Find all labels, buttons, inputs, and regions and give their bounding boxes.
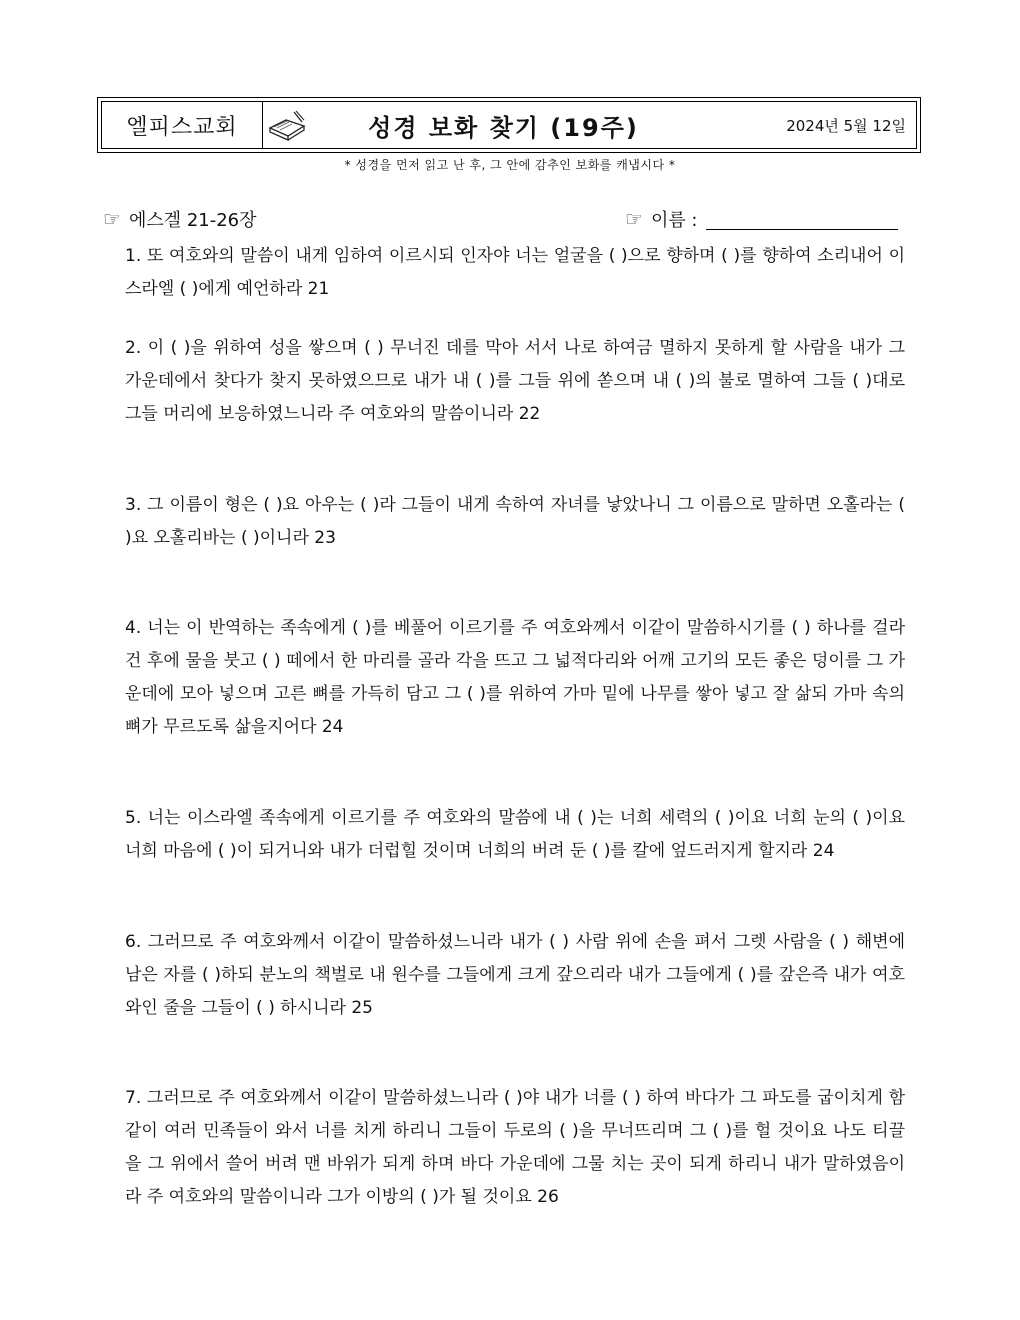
pointing-hand-icon: ☞: [103, 207, 121, 231]
header-box: [97, 97, 921, 153]
question-2: 2. 이 ( )을 위하여 성을 쌓으며 ( ) 무너진 데를 막아 서서 나로 하여금 멸하지 못하게 할 사람을 내가 그 가운데에서 찾다가 찾지 못하였으므로 내가 내 ( )를 그들 위에 쏟으며 내 ( )의 불로 멸하여 그들 ( )대로 그들 머리에 보응하였느니라 주 여호와의 말씀이니라 22: [125, 338, 905, 424]
question-1: 1. 또 여호와의 말씀이 내게 임하여 이르시되 인자야 너는 얼굴을 ( )으로 향하며 ( )를 향하여 소리내어 이스라엘 ( )에게 예언하라 21: [125, 246, 905, 299]
question-6: 6. 그러므로 주 여호와께서 이같이 말씀하셨느니라 내가 ( ) 사람 위에 손을 펴서 그렛 사람을 ( ) 해변에 남은 자를 ( )하되 분노의 책벌로 내 원수를 그들에게 크게 갚으리라 내가 그들에게 ( )를 갚은즉 내가 여호와인 줄을 그들이 ( ) 하시니라 25: [125, 932, 905, 1018]
chapter-label: 에스겔 21-26장: [128, 210, 257, 231]
church-name: 엘피스교회: [102, 102, 263, 148]
date-label: 2024년 5월 12일: [786, 116, 906, 135]
question-7: 7. 그러므로 주 여호와께서 이같이 말씀하셨느니라 ( )야 내가 너를 ( ) 하여 바다가 그 파도를 굽이치게 함 같이 여러 민족들이 와서 너를 치게 하리니 그들이 두로의 ( )을 무너뜨리며 그 ( )를 헐 것이요 나도 티끌을 그 위에서 쓸어 버려 맨 바위가 되게 하며 바다 가운데에 그물 치는 곳이 되게 하리니 내가 말하였음이라 주 여호와의 말씀이니라 그가 이방의 ( )가 될 것이요 26: [125, 1088, 905, 1207]
page-title: 성경 보화 찾기 (19주): [368, 113, 639, 142]
header-inner-box: [101, 101, 917, 149]
instruction-text: * 성경을 먼저 읽고 난 후, 그 안에 감추인 보화를 캐냅시다 *: [344, 158, 676, 172]
question-3: 3. 그 이름이 형은 ( )요 아우는 ( )라 그들이 내게 속하여 자녀를 낳았나니 그 이름으로 말하면 오홀라는 ( )요 오홀리바는 ( )이니라 23: [125, 495, 905, 548]
chapter-heading: [103, 206, 257, 232]
question-4: 4. 너는 이 반역하는 족속에게 ( )를 베풀어 이르기를 주 여호와께서 이같이 말씀하시기를 ( ) 하나를 걸라 건 후에 물을 붓고 ( ) 떼에서 한 마리를 골라 각을 뜨고 그 넓적다리와 어깨 고기의 모든 좋은 덩이를 그 가운데에 모아 넣으며 고른 뼈를 가득히 담고 그 ( )를 위하여 가마 밑에 나무를 쌓아 넣고 잘 삶되 가마 속의 뼈가 무르도록 삶을지어다 24: [125, 618, 905, 737]
pointing-hand-icon: ☞: [625, 207, 643, 231]
bible-book-icon: [263, 102, 311, 148]
name-label: 이름 :: [650, 210, 698, 231]
question-5: 5. 너는 이스라엘 족속에게 이르기를 주 여호와의 말씀에 내 ( )는 너희 세력의 ( )이요 너희 눈의 ( )이요 너희 마음에 ( )이 되거니와 내가 더럽힐 것이며 너희의 버려 둔 ( )를 칼에 엎드러지게 할지라 24: [125, 808, 905, 861]
name-blank-line[interactable]: [706, 209, 898, 230]
name-field: [625, 206, 898, 232]
